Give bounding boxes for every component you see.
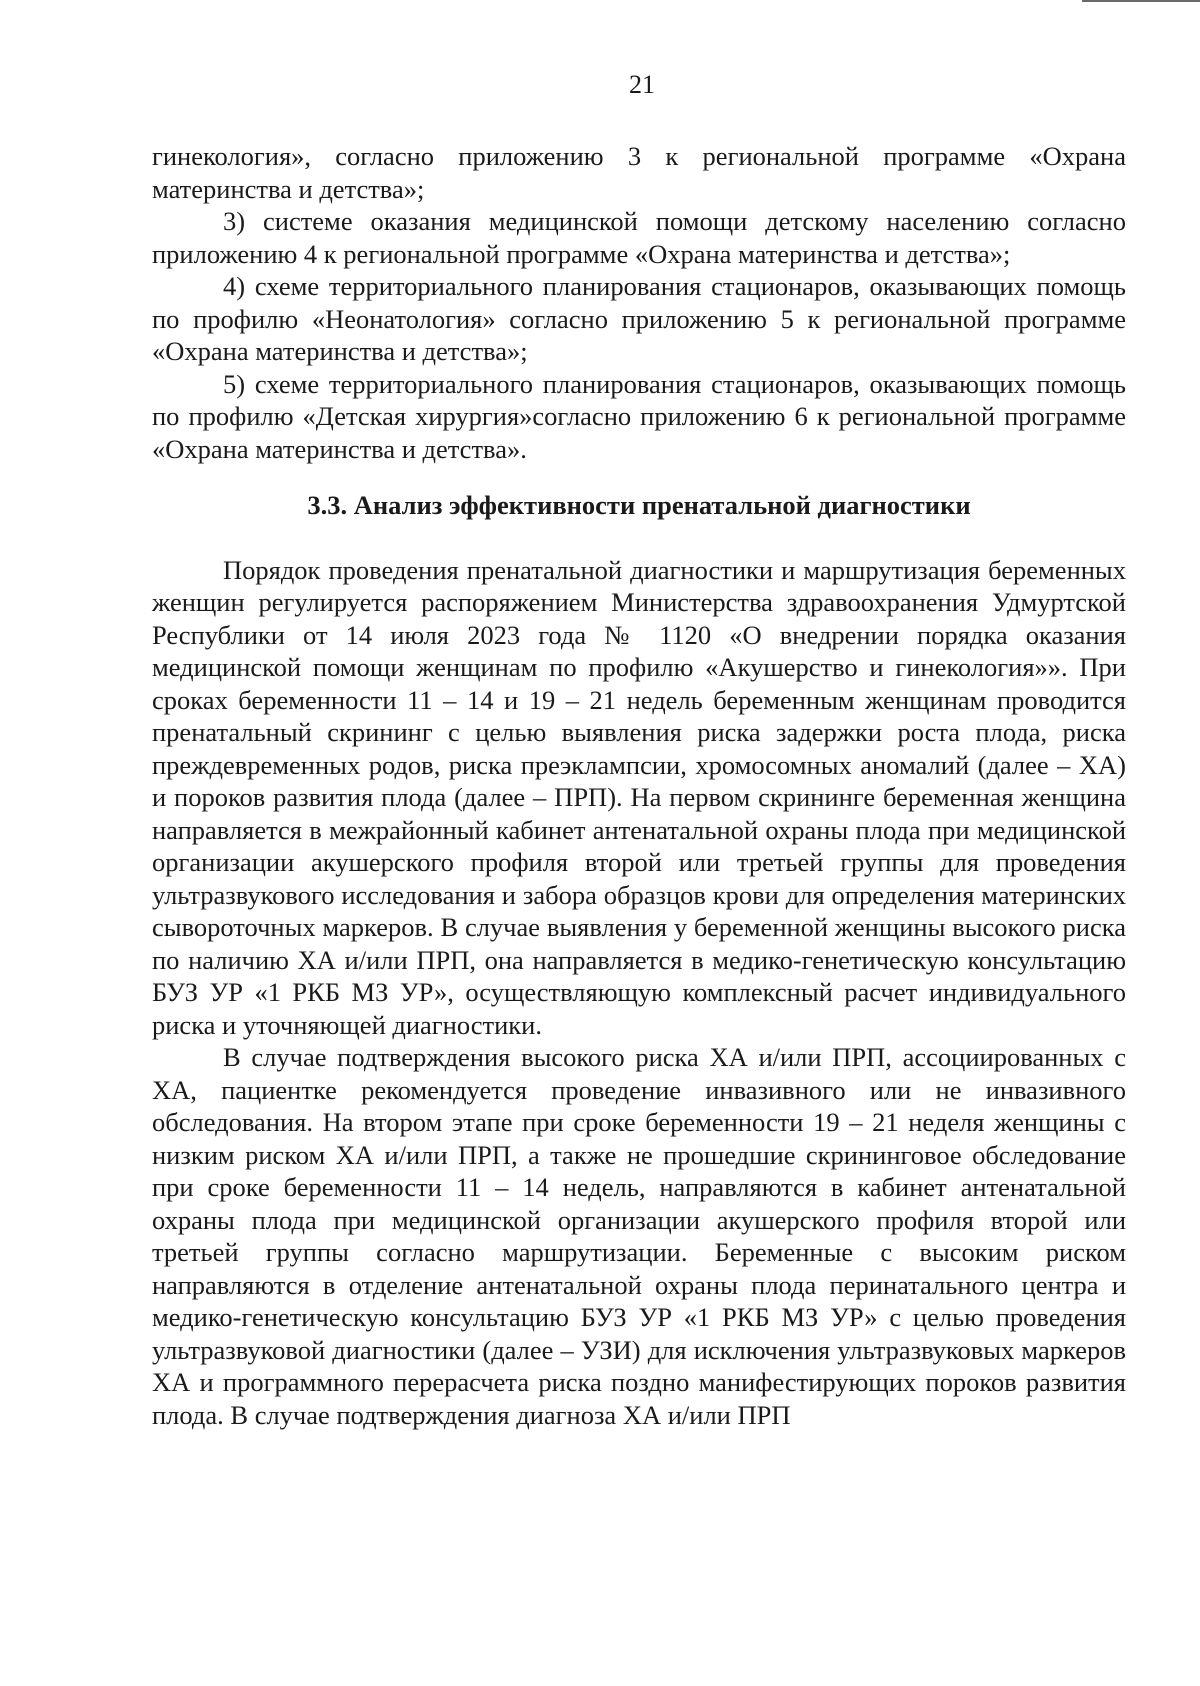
paragraph-high-risk-confirmation: В случае подтверждения высокого риска ХА и/или ПРП, ассоциированных с ХА, пациентке рекомендуется проведение инвазивного или не инвазивного обследования. На втором этапе при сроке беременности 19 – 21 неделя женщины с низким риском ХА и/или ПРП, а также не прошедшие скрининговое обследование при сроке беременности 11 – 14 недель, направляются в кабинет антенатальной охраны плода при медицинской организации акушерского профиля второй или третьей группы согласно маршрутизации. Беременные с высоким риском направляются в отделение антенатальной охраны плода перинатального центра и медико-генетическую консультацию БУЗ УР «1 РКБ МЗ УР» с целью проведения ультразвуковой диагностики (далее – УЗИ) для исключения ультразвуковых маркеров ХА и программного перерасчета риска поздно манифестирующих пороков развития плода. В случае подтверждения диагноза ХА и/или ПРП — [152, 1042, 1126, 1430]
list-item-5: 5) схеме территориального планирования стационаров, оказывающих помощь по профилю «Детская хирургия»согласно приложению 6 к региональной программе «Охрана материнства и детства». — [152, 368, 1126, 464]
list-item-4: 4) схеме территориального планирования стационаров, оказывающих помощь по профилю «Неонатология» согласно приложению 5 к региональной программе «Охрана материнства и детства»; — [152, 271, 1126, 366]
paragraph-prenatal-procedure: Порядок проведения пренатальной диагностики и маршрутизация беременных женщин регулируется распоряжением Министерства здравоохранения Удмуртской Республики от 14 июля 2023 года № 1120 «О внедрении порядка оказания медицинской помощи женщинам по профилю «Акушерство и гинекология»». При сроках беременности 11 – 14 и 19 – 21 недель беременным женщинам проводится пренатальный скрининг с целью выявления риска задержки роста плода, риска преждевременных родов, риска преэклампсии, хромосомных аномалий (далее – ХА) и пороков развития плода (далее – ПРП). На первом скрининге беременная женщина направляется в межрайонный кабинет антенатальной охраны плода при медицинской организации акушерского профиля второй или третьей группы для проведения ультразвукового исследования и забора образцов крови для определения материнских сывороточных маркеров. В случае выявления у беременной женщины высокого риска по наличию ХА и/или ПРП, она направляется в медико-генетическую консультацию БУЗ УР «1 РКБ МЗ УР», осуществляющую комплексный расчет индивидуального риска и уточняющей диагностики. — [152, 554, 1126, 1040]
document-body — [152, 140, 1126, 1431]
page-number: 21 — [629, 70, 655, 99]
paragraph-continuation: гинекология», согласно приложению 3 к региональной программе «Охрана материнства и детства»; — [152, 141, 1126, 204]
top-edge-rule — [1082, 0, 1200, 2]
list-item-3: 3) системе оказания медицинской помощи детскому населению согласно приложению 4 к региональной программе «Охрана материнства и детства»; — [152, 206, 1126, 269]
section-heading: 3.3. Анализ эффективности пренатальной диагностики — [307, 490, 971, 520]
